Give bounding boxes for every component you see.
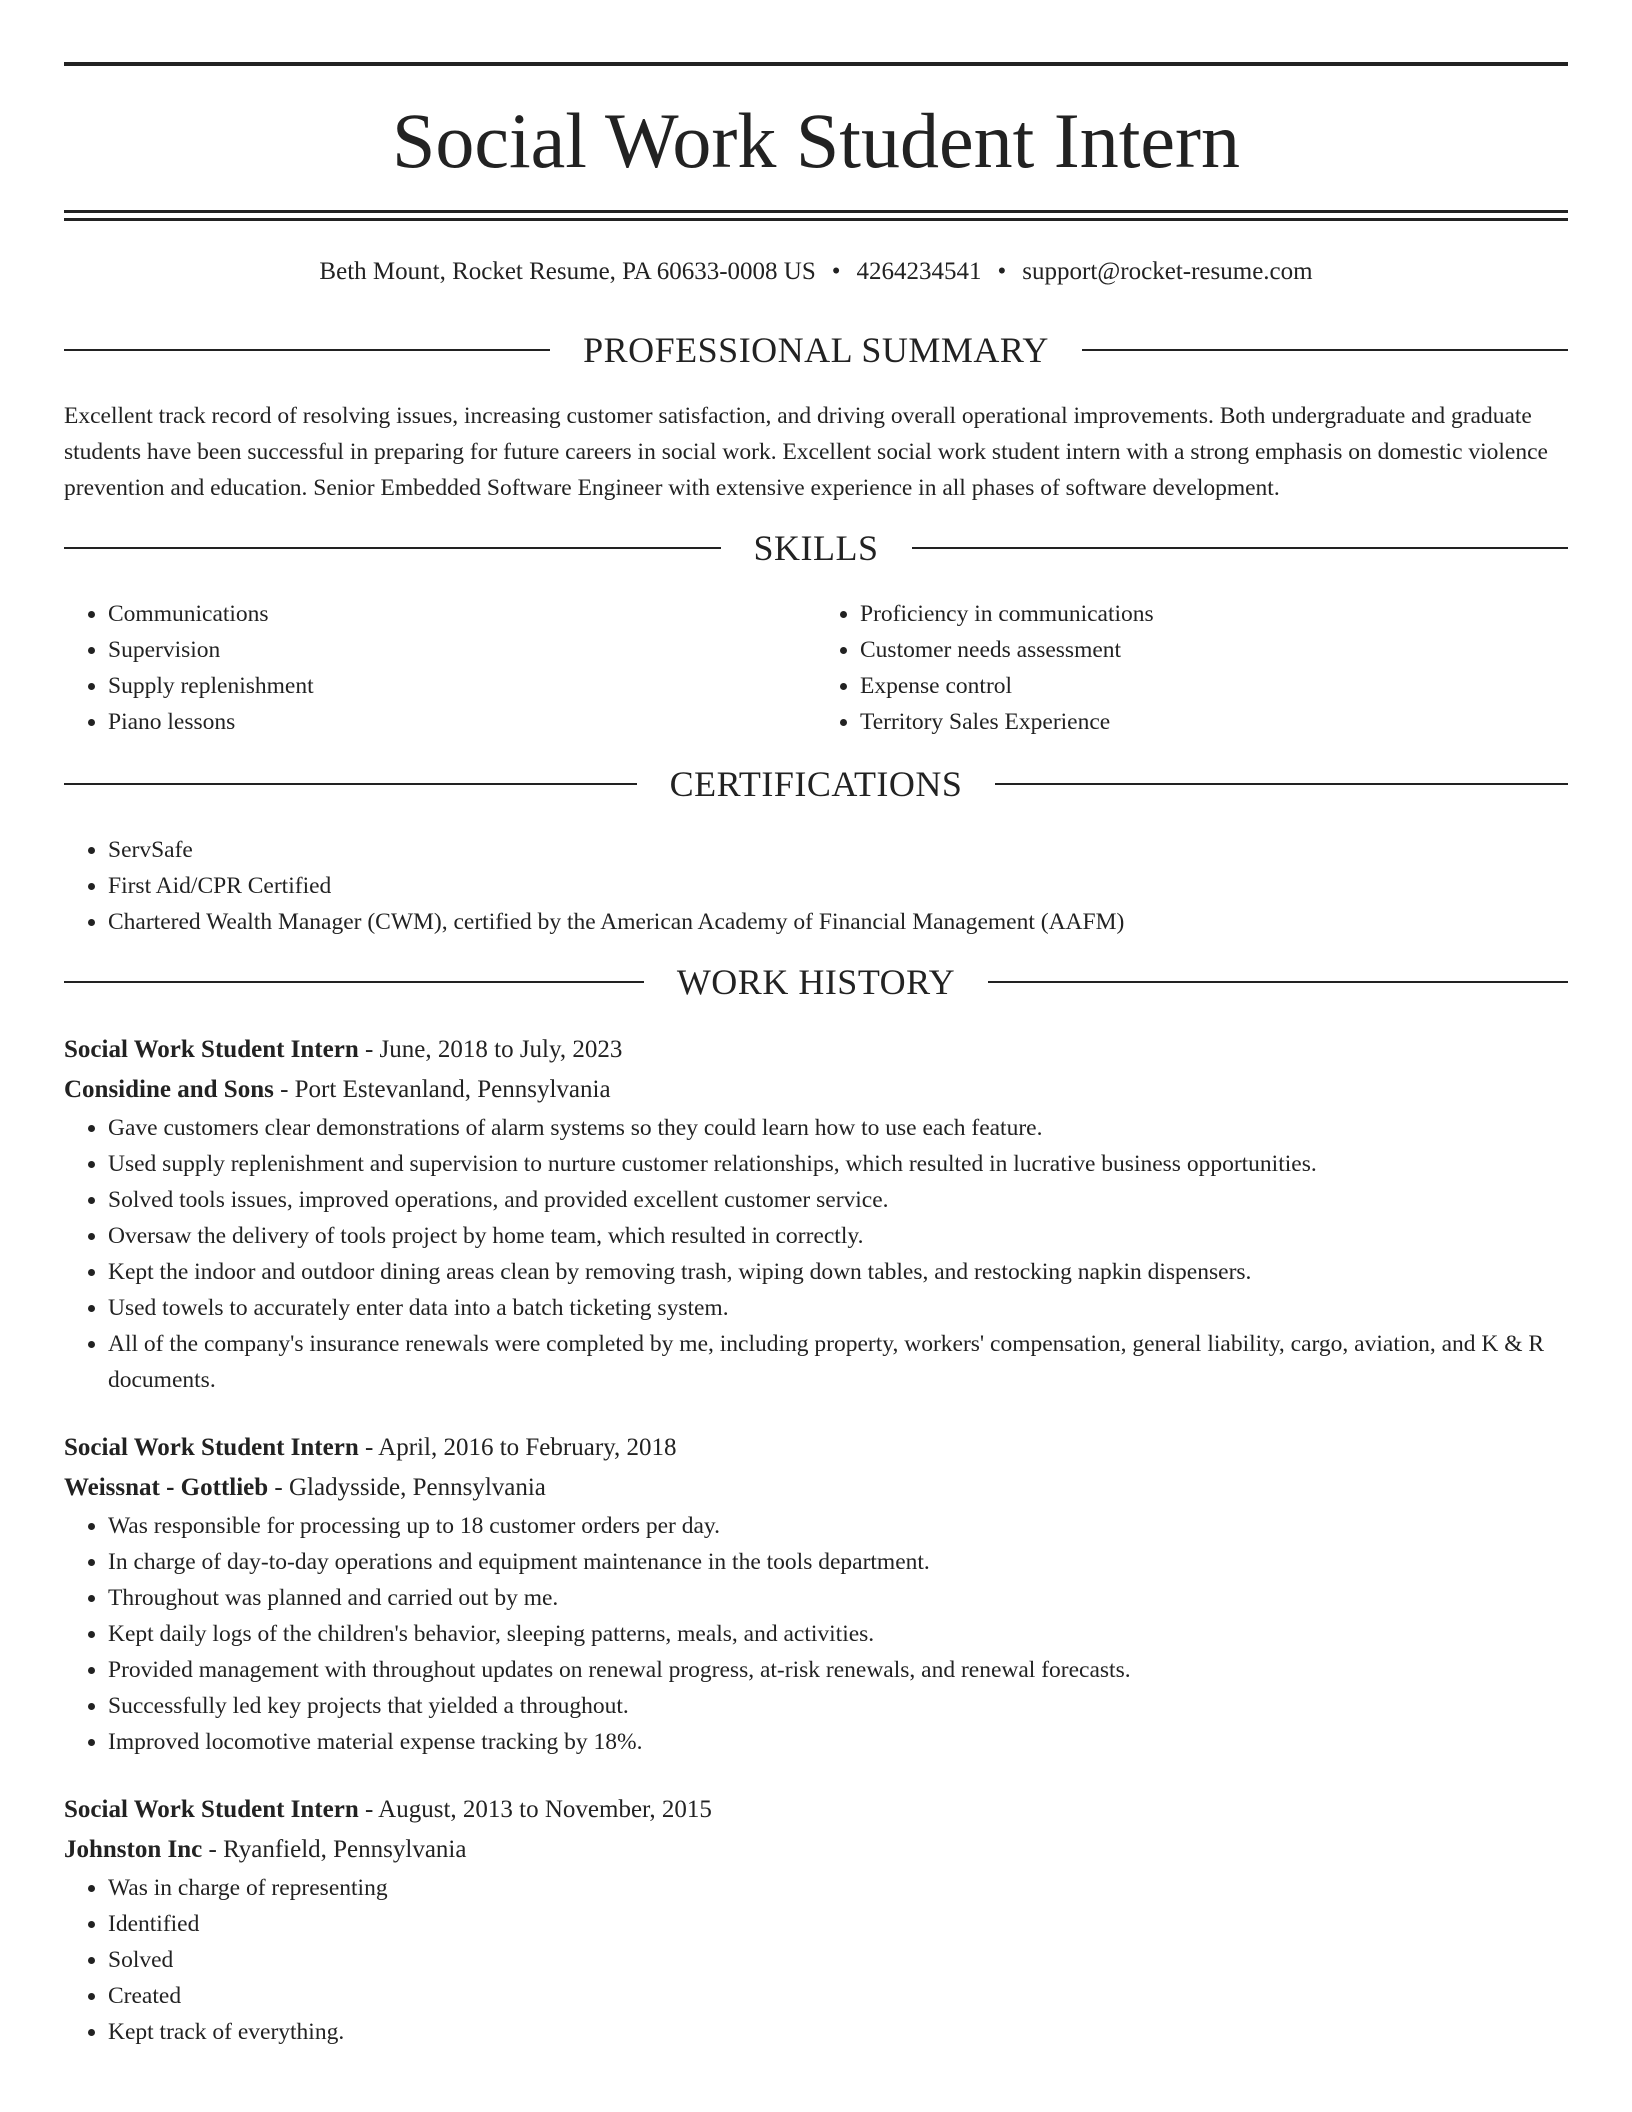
- job-dates: - August, 2013 to November, 2015: [358, 1795, 712, 1823]
- certifications-heading: [64, 763, 1568, 804]
- job-bullets: [64, 1508, 1568, 1760]
- job-bullet: • Provided management with throughout updates on renewal progress, at-risk renewals, and renewal forecasts.: [108, 1652, 1568, 1688]
- contact-address: Beth Mount, Rocket Resume, PA 60633-0008 US: [319, 258, 816, 285]
- job-location: - Ryanfield, Pennsylvania: [202, 1835, 467, 1863]
- job-entry: [64, 1428, 1568, 1760]
- job-bullet: • Successfully led key projects that yielded a throughout.: [108, 1688, 1568, 1724]
- job-entry: [64, 1790, 1568, 2050]
- certification-item: • Chartered Wealth Manager (CWM), certified by the American Academy of Financial Management (AAFM): [108, 904, 1568, 940]
- job-title: Social Work Student Intern: [64, 1795, 359, 1823]
- job-bullet: • Improved locomotive material expense tracking by 18%.: [108, 1724, 1568, 1760]
- skill-item: • Proficiency in communications: [860, 596, 1568, 632]
- skills-heading-label: SKILLS: [753, 527, 879, 568]
- job-company: Weissnat - Gottlieb: [64, 1473, 269, 1501]
- skill-item: • Customer needs assessment: [860, 632, 1568, 668]
- work-history-heading: [64, 961, 1568, 1002]
- job-bullet: • Was responsible for processing up to 18 customer orders per day.: [108, 1508, 1568, 1544]
- job-title-line: [64, 1030, 1568, 1070]
- job-bullet: • Used towels to accurately enter data into a batch ticketing system.: [108, 1290, 1568, 1326]
- job-title-line: [64, 1790, 1568, 1830]
- job-bullet: • Created: [108, 1978, 1568, 2014]
- title-double-rule: [64, 210, 1568, 221]
- job-dates: - April, 2016 to February, 2018: [358, 1433, 677, 1461]
- skill-item: • Territory Sales Experience: [860, 704, 1568, 740]
- top-rule: [64, 62, 1568, 66]
- job-bullet: • Oversaw the delivery of tools project by home team, which resulted in correctly.: [108, 1218, 1568, 1254]
- job-dates: - June, 2018 to July, 2023: [358, 1035, 623, 1063]
- skills-heading: [64, 527, 1568, 568]
- job-bullet: • All of the company's insurance renewals were completed by me, including property, workers' compensation, general liability, cargo, aviation, and K & R documents.: [108, 1326, 1568, 1398]
- skills-list-right: [816, 596, 1568, 740]
- job-company: Johnston Inc: [64, 1835, 203, 1863]
- job-bullet: • Kept daily logs of the children's behavior, sleeping patterns, meals, and activities.: [108, 1616, 1568, 1652]
- job-bullet: • Was in charge of representing: [108, 1870, 1568, 1906]
- certifications-list: [64, 832, 1568, 940]
- job-bullet: • Kept the indoor and outdoor dining areas clean by removing trash, wiping down tables, and restocking napkin dispensers.: [108, 1254, 1568, 1290]
- certification-item: • ServSafe: [108, 832, 1568, 868]
- job-title: Social Work Student Intern: [64, 1433, 359, 1461]
- job-entry: [64, 1030, 1568, 1398]
- job-bullet: • Kept track of everything.: [108, 2014, 1568, 2050]
- job-location: - Port Estevanland, Pennsylvania: [273, 1075, 611, 1103]
- job-company-line: [64, 1468, 1568, 1508]
- job-location: - Gladysside, Pennsylvania: [268, 1473, 546, 1501]
- skill-item: • Supervision: [108, 632, 816, 668]
- certification-item: • First Aid/CPR Certified: [108, 868, 1568, 904]
- job-bullet: • Solved: [108, 1942, 1568, 1978]
- job-company: Considine and Sons: [64, 1075, 274, 1103]
- job-bullet: • Solved tools issues, improved operations, and provided excellent customer service.: [108, 1182, 1568, 1218]
- skills-grid: [64, 596, 1568, 740]
- skill-item: • Communications: [108, 596, 816, 632]
- skill-item: • Expense control: [860, 668, 1568, 704]
- summary-text: Excellent track record of resolving issues, increasing customer satisfaction, and driving overall operational improvements. Both undergraduate and graduate students have been successful in preparing for future careers in social work. Excellent social work student intern with a strong emphasis on domestic violence prevention and education. Senior Embedded Software Engineer with extensive experience in all phases of software development.: [64, 402, 1548, 501]
- job-bullets: [64, 1870, 1568, 2050]
- skill-item: • Supply replenishment: [108, 668, 816, 704]
- certifications-heading-label: CERTIFICATIONS: [669, 763, 963, 804]
- job-title-line: [64, 1428, 1568, 1468]
- job-company-line: [64, 1830, 1568, 1870]
- summary-heading: [64, 332, 1568, 368]
- skills-list-left: [64, 596, 816, 740]
- skill-item: • Piano lessons: [108, 704, 816, 740]
- resume-title: Social Work Student Intern: [392, 97, 1240, 184]
- job-bullet: • Used supply replenishment and supervision to nurture customer relationships, which resulted in lucrative business opportunities.: [108, 1146, 1568, 1182]
- contact-separator: •: [831, 258, 841, 285]
- job-bullet: • In charge of day-to-day operations and equipment maintenance in the tools department.: [108, 1544, 1568, 1580]
- summary-heading-label: PROFESSIONAL SUMMARY: [583, 330, 1049, 370]
- job-bullet: • Throughout was planned and carried out by me.: [108, 1580, 1568, 1616]
- job-bullet: • Identified: [108, 1906, 1568, 1942]
- contact-line: [64, 259, 1568, 284]
- job-bullets: [64, 1110, 1568, 1398]
- work-history-heading-label: WORK HISTORY: [676, 961, 956, 1002]
- contact-separator: •: [997, 258, 1007, 285]
- contact-email: support@rocket-resume.com: [1022, 258, 1313, 285]
- job-title: Social Work Student Intern: [64, 1035, 359, 1063]
- job-bullet: • Gave customers clear demonstrations of alarm systems so they could learn how to use each feature.: [108, 1110, 1568, 1146]
- contact-phone: 4264234541: [856, 258, 982, 285]
- job-company-line: [64, 1070, 1568, 1110]
